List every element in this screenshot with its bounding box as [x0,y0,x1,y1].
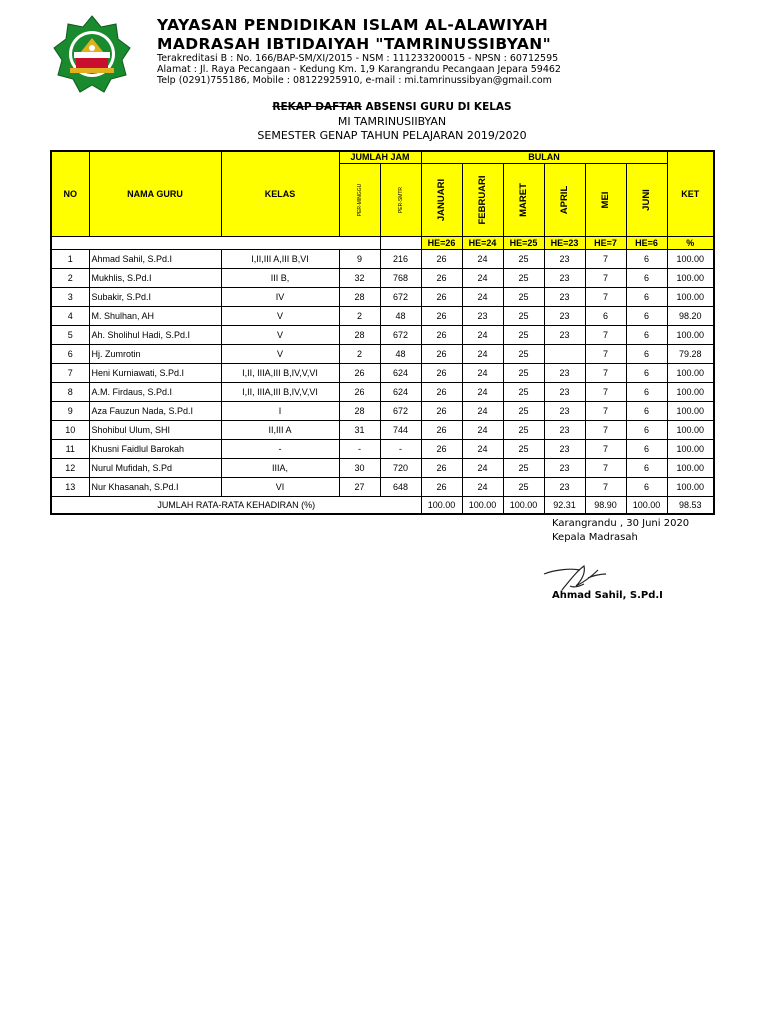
hours-per-week: - [339,439,380,458]
attendance-april [544,344,585,363]
attendance-april: 23 [544,249,585,268]
attendance-maret: 25 [503,249,544,268]
attendance-percent: 100.00 [667,439,714,458]
attendance-juni: 6 [626,439,667,458]
teacher-name: Khusni Faidlul Barokah [89,439,221,458]
teacher-name: Ah. Sholihul Hadi, S.Pd.I [89,325,221,344]
row-no: 4 [51,306,89,325]
attendance-april: 23 [544,287,585,306]
attendance-percent: 100.00 [667,363,714,382]
hours-per-week: 28 [339,325,380,344]
table-row [51,363,714,382]
teacher-name: M. Shulhan, AH [89,306,221,325]
attendance-april: 23 [544,420,585,439]
hours-per-semester: 624 [380,363,421,382]
attendance-maret: 25 [503,420,544,439]
header-no: NO [51,151,89,236]
attendance-januari: 26 [421,363,462,382]
attendance-februari: 24 [462,249,503,268]
summary-month-average: 100.00 [462,496,503,514]
attendance-percent: 100.00 [667,268,714,287]
table-row [51,439,714,458]
he-percent: % [667,236,714,249]
attendance-januari: 26 [421,382,462,401]
row-no: 10 [51,420,89,439]
class-list: II,III A [221,420,339,439]
attendance-percent: 100.00 [667,420,714,439]
attendance-mei: 7 [585,287,626,306]
teacher-name: Mukhlis, S.Pd.I [89,268,221,287]
class-list: - [221,439,339,458]
attendance-januari: 26 [421,458,462,477]
header-bulan: BULAN [421,151,667,163]
attendance-april: 23 [544,325,585,344]
attendance-april: 23 [544,439,585,458]
attendance-juni: 6 [626,249,667,268]
table-row [51,325,714,344]
hours-per-week: 32 [339,268,380,287]
teacher-name: Subakir, S.Pd.I [89,287,221,306]
hours-per-week: 31 [339,420,380,439]
attendance-februari: 24 [462,382,503,401]
teacher-name: Heni Kurniawati, S.Pd.I [89,363,221,382]
attendance-juni: 6 [626,325,667,344]
hours-per-semester: 624 [380,382,421,401]
attendance-april: 23 [544,382,585,401]
table-row [51,249,714,268]
table-row [51,401,714,420]
attendance-juni: 6 [626,420,667,439]
header-ket: KET [667,151,714,236]
teacher-name: Shohibul Ulum, SHI [89,420,221,439]
header-nama-guru: NAMA GURU [89,151,221,236]
class-list: VI [221,477,339,496]
attendance-maret: 25 [503,363,544,382]
row-no: 3 [51,287,89,306]
summary-month-average: 100.00 [421,496,462,514]
attendance-percent: 79.28 [667,344,714,363]
spacer-cell [380,236,421,249]
spacer-cell [221,236,339,249]
header-month-februari: FEBRUARI [462,163,503,236]
header-month-mei: MEI [585,163,626,236]
attendance-juni: 6 [626,477,667,496]
row-no: 6 [51,344,89,363]
spacer-cell [89,236,221,249]
attendance-maret: 25 [503,439,544,458]
title-rest: ABSENSI GURU DI KELAS [361,101,512,113]
summary-row [51,496,714,514]
attendance-juni: 6 [626,401,667,420]
attendance-mei: 7 [585,344,626,363]
hours-per-semester: 648 [380,477,421,496]
spacer-cell [51,236,89,249]
he-maret: HE=25 [503,236,544,249]
summary-overall-average: 98.53 [667,496,714,514]
he-juni: HE=6 [626,236,667,249]
attendance-maret: 25 [503,306,544,325]
attendance-februari: 23 [462,306,503,325]
attendance-maret: 25 [503,401,544,420]
attendance-april: 23 [544,458,585,477]
row-no: 13 [51,477,89,496]
attendance-april: 23 [544,306,585,325]
attendance-table [50,150,715,515]
semester-label: SEMESTER GENAP TAHUN PELAJARAN 2019/2020 [257,129,527,142]
header-month-april: APRIL [544,163,585,236]
attendance-maret: 25 [503,477,544,496]
hours-per-week: 2 [339,344,380,363]
hours-per-semester: 48 [380,306,421,325]
attendance-april: 23 [544,268,585,287]
class-list: IV [221,287,339,306]
teacher-name: Hj. Zumrotin [89,344,221,363]
class-list: V [221,306,339,325]
attendance-percent: 100.00 [667,477,714,496]
attendance-maret: 25 [503,268,544,287]
attendance-januari: 26 [421,325,462,344]
row-no: 9 [51,401,89,420]
attendance-januari: 26 [421,268,462,287]
attendance-percent: 100.00 [667,382,714,401]
attendance-januari: 26 [421,401,462,420]
header-month-januari: JANUARI [421,163,462,236]
hours-per-semester: - [380,439,421,458]
attendance-mei: 7 [585,325,626,344]
attendance-mei: 7 [585,249,626,268]
attendance-mei: 7 [585,420,626,439]
attendance-mei: 7 [585,439,626,458]
header-month-juni: JUNI [626,163,667,236]
summary-month-average: 92.31 [544,496,585,514]
summary-month-average: 100.00 [503,496,544,514]
hours-per-semester: 672 [380,401,421,420]
contact-info: Telp (0291)755186, Mobile : 08122925910, e-mail : mi.tamrinussibyan@gmail.com [157,75,552,86]
header-per-minggu: PER-MINGGU [339,163,380,236]
attendance-mei: 7 [585,382,626,401]
madrasah-emblem-icon [52,14,132,94]
attendance-januari: 26 [421,344,462,363]
attendance-januari: 26 [421,439,462,458]
summary-month-average: 100.00 [626,496,667,514]
table-row [51,268,714,287]
hours-per-week: 27 [339,477,380,496]
teacher-name: Nurul Mufidah, S.Pd [89,458,221,477]
spacer-cell [339,236,380,249]
class-list: IIIA, [221,458,339,477]
hours-per-week: 26 [339,363,380,382]
attendance-februari: 24 [462,287,503,306]
hours-per-semester: 768 [380,268,421,287]
attendance-juni: 6 [626,268,667,287]
signature-place-date: Karangrandu , 30 Juni 2020 [552,518,690,529]
attendance-januari: 26 [421,477,462,496]
attendance-februari: 24 [462,268,503,287]
hours-per-week: 28 [339,401,380,420]
header-kelas: KELAS [221,151,339,236]
row-no: 2 [51,268,89,287]
signature-position: Kepala Madrasah [552,532,638,543]
document-subtitle: MI TAMRINUSIIBYAN [337,115,447,128]
table-row [51,420,714,439]
teacher-name: Nur Khasanah, S.Pd.I [89,477,221,496]
attendance-april: 23 [544,477,585,496]
attendance-februari: 24 [462,401,503,420]
accreditation-info: Terakreditasi B : No. 166/BAP-SM/XI/2015 - NSM : 111233200015 - NPSN : 60712595 [157,53,559,64]
class-list: V [221,344,339,363]
class-list: I [221,401,339,420]
organization-name: YAYASAN PENDIDIKAN ISLAM AL-ALAWIYAH [157,16,549,34]
class-list: I,II, IIIA,III B,IV,V,VI [221,382,339,401]
summary-label: JUMLAH RATA-RATA KEHADIRAN (%) [51,496,421,514]
signature-name: Ahmad Sahil, S.Pd.I [552,590,663,601]
hours-per-week: 28 [339,287,380,306]
attendance-februari: 24 [462,439,503,458]
attendance-januari: 26 [421,249,462,268]
attendance-percent: 100.00 [667,249,714,268]
attendance-maret: 25 [503,325,544,344]
hours-per-semester: 672 [380,287,421,306]
he-april: HE=23 [544,236,585,249]
teacher-name: A.M. Firdaus, S.Pd.I [89,382,221,401]
row-no: 11 [51,439,89,458]
attendance-mei: 6 [585,306,626,325]
attendance-maret: 25 [503,458,544,477]
row-no: 8 [51,382,89,401]
row-no: 5 [51,325,89,344]
he-januari: HE=26 [421,236,462,249]
attendance-januari: 26 [421,287,462,306]
attendance-maret: 25 [503,382,544,401]
attendance-januari: 26 [421,420,462,439]
attendance-januari: 26 [421,306,462,325]
hours-per-week: 9 [339,249,380,268]
hours-per-semester: 744 [380,420,421,439]
attendance-juni: 6 [626,382,667,401]
row-no: 12 [51,458,89,477]
table-row [51,306,714,325]
class-list: V [221,325,339,344]
attendance-februari: 24 [462,363,503,382]
attendance-juni: 6 [626,306,667,325]
table-row [51,344,714,363]
hours-per-semester: 720 [380,458,421,477]
attendance-maret: 25 [503,287,544,306]
hours-per-week: 2 [339,306,380,325]
school-name: MADRASAH IBTIDAIYAH "TAMRINUSSIBYAN" [157,35,552,53]
he-februari: HE=24 [462,236,503,249]
attendance-februari: 24 [462,344,503,363]
attendance-percent: 100.00 [667,401,714,420]
hours-per-week: 26 [339,382,380,401]
table-row [51,382,714,401]
row-no: 1 [51,249,89,268]
attendance-percent: 100.00 [667,287,714,306]
attendance-juni: 6 [626,344,667,363]
class-list: I,II,III A,III B,VI [221,249,339,268]
title-struck-part: REKAP DAFTAR [272,101,362,113]
hours-per-semester: 672 [380,325,421,344]
table-row [51,458,714,477]
document-title [0,101,768,113]
header-month-maret: MARET [503,163,544,236]
table-row [51,287,714,306]
class-list: I,II, IIIA,III B,IV,V,VI [221,363,339,382]
attendance-februari: 24 [462,420,503,439]
hours-per-semester: 48 [380,344,421,363]
attendance-maret: 25 [503,344,544,363]
attendance-juni: 6 [626,458,667,477]
teacher-name: Ahmad Sahil, S.Pd.I [89,249,221,268]
attendance-percent: 100.00 [667,325,714,344]
header-jumlah-jam: JUMLAH JAM [339,151,421,163]
summary-month-average: 98.90 [585,496,626,514]
attendance-april: 23 [544,401,585,420]
table-row [51,477,714,496]
attendance-percent: 98.20 [667,306,714,325]
header-per-smtr: PER-SMTR [380,163,421,236]
address-info: Alamat : Jl. Raya Pecangaan - Kedung Km. 1,9 Karangrandu Pecangaan Jepara 59462 [157,64,561,75]
attendance-mei: 7 [585,268,626,287]
he-mei: HE=7 [585,236,626,249]
attendance-februari: 24 [462,458,503,477]
hours-per-semester: 216 [380,249,421,268]
class-list: III B, [221,268,339,287]
teacher-name: Aza Fauzun Nada, S.Pd.I [89,401,221,420]
attendance-februari: 24 [462,325,503,344]
attendance-mei: 7 [585,363,626,382]
attendance-februari: 24 [462,477,503,496]
attendance-juni: 6 [626,363,667,382]
attendance-april: 23 [544,363,585,382]
attendance-mei: 7 [585,458,626,477]
attendance-juni: 6 [626,287,667,306]
row-no: 7 [51,363,89,382]
attendance-mei: 7 [585,401,626,420]
attendance-percent: 100.00 [667,458,714,477]
attendance-mei: 7 [585,477,626,496]
hours-per-week: 30 [339,458,380,477]
